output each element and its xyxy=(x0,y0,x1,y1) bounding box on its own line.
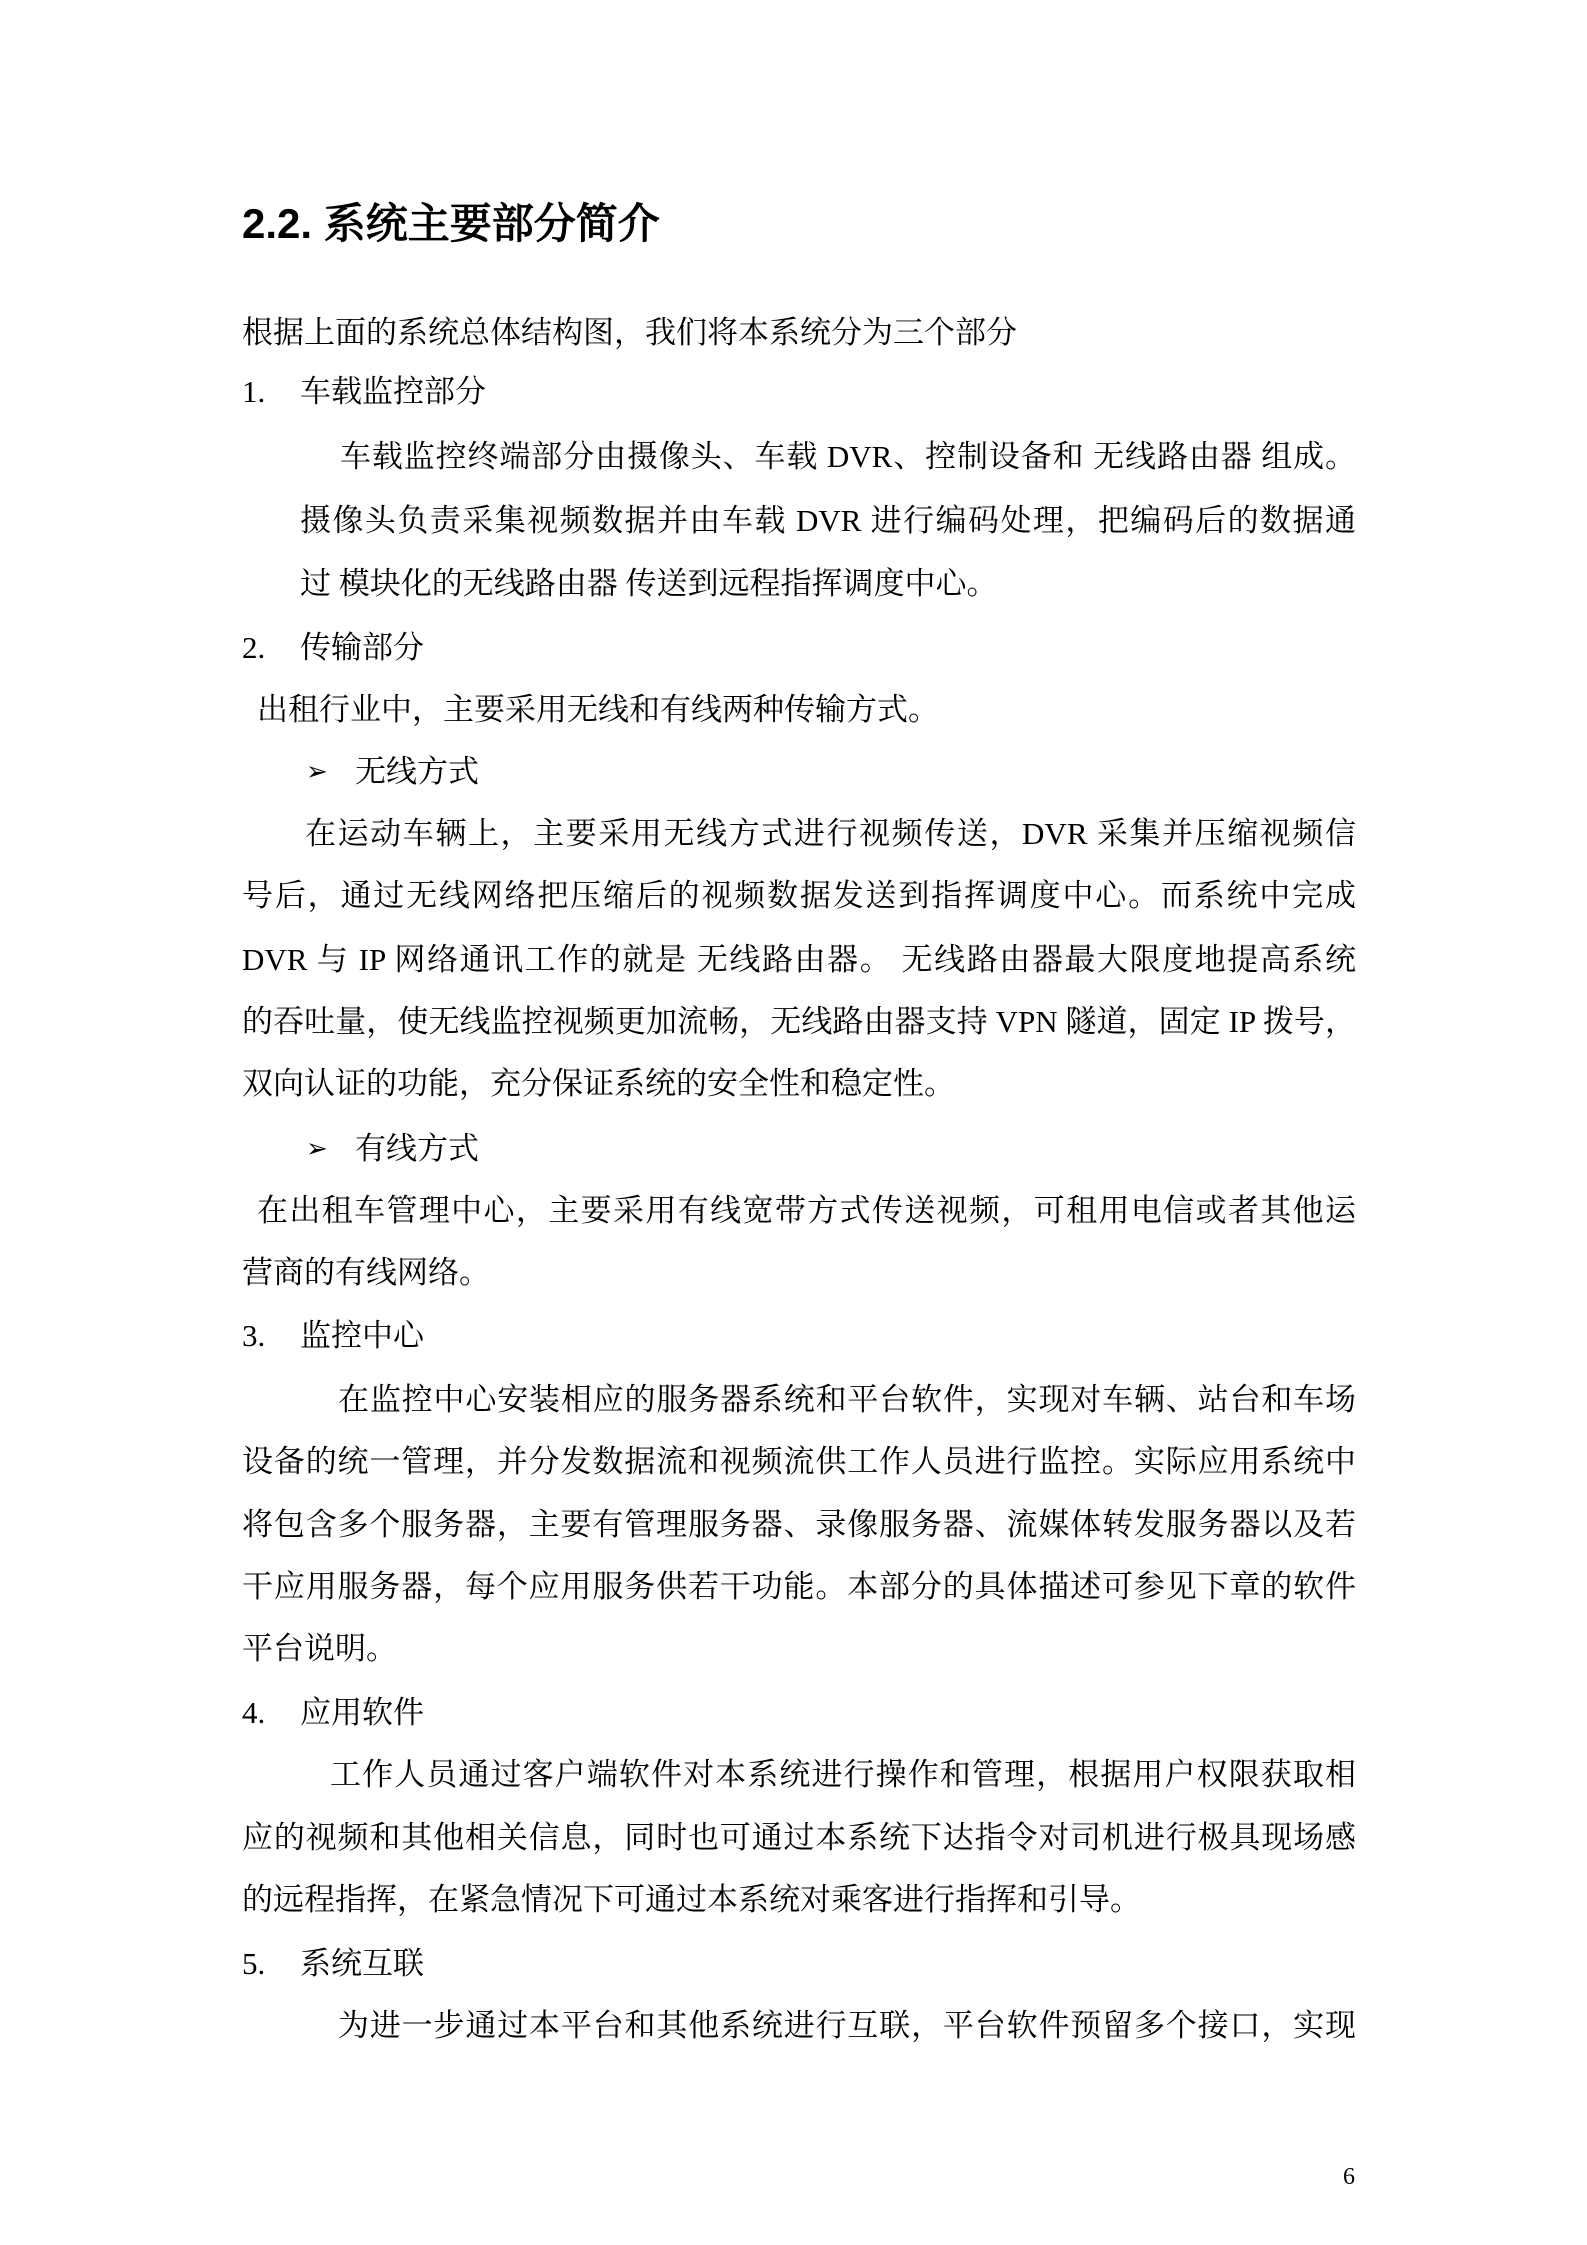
section-4-heading: 应用软件 xyxy=(300,1695,424,1730)
paragraph-line: 为进一步通过本平台和其他系统进行互联，平台软件预留多个接口，实现 xyxy=(338,2008,1356,2043)
section-5-number: 5. xyxy=(242,1946,266,1981)
paragraph-line: 营商的有线网络。 xyxy=(242,1255,490,1290)
section-3-heading: 监控中心 xyxy=(300,1318,424,1353)
section-3-number: 3. xyxy=(242,1318,266,1353)
section-4-number: 4. xyxy=(242,1695,266,1730)
intro-text: 根据上面的系统总体结构图，我们将本系统分为三个部分 xyxy=(242,315,1017,350)
bullet-heading-wired: 有线方式 xyxy=(355,1131,479,1166)
section-2-heading: 传输部分 xyxy=(300,630,424,665)
paragraph-line: 出租行业中，主要采用无线和有线两种传输方式。 xyxy=(257,692,939,727)
paragraph-line: 摄像头负责采集视频数据并由车载 DVR 进行编码处理，把编码后的数据通 xyxy=(300,503,1356,538)
paragraph-line: 设备的统一管理，并分发数据流和视频流供工作人员进行监控。实际应用系统中 xyxy=(242,1444,1356,1479)
paragraph-line: 在监控中心安装相应的服务器系统和平台软件，实现对车辆、站台和车场 xyxy=(338,1382,1356,1417)
paragraph-line: 的吞吐量，使无线监控视频更加流畅，无线路由器支持 VPN 隧道，固定 IP 拨号， xyxy=(242,1004,1356,1039)
paragraph-line: 号后，通过无线网络把压缩后的视频数据发送到指挥调度中心。而系统中完成 xyxy=(242,878,1356,913)
section-1-number: 1. xyxy=(242,374,266,409)
paragraph-line: 应的视频和其他相关信息，同时也可通过本系统下达指令对司机进行极具现场感 xyxy=(242,1820,1356,1855)
arrow-bullet-icon: ➢ xyxy=(306,1134,328,1163)
paragraph-line: 将包含多个服务器，主要有管理服务器、录像服务器、流媒体转发服务器以及若 xyxy=(242,1507,1356,1542)
arrow-bullet-icon: ➢ xyxy=(306,757,328,786)
paragraph-line: 双向认证的功能，充分保证系统的安全性和稳定性。 xyxy=(242,1066,955,1101)
paragraph-line: DVR 与 IP 网络通讯工作的就是 无线路由器。 无线路由器最大限度地提高系统 xyxy=(242,942,1356,977)
paragraph-line: 过 模块化的无线路由器 传送到远程指挥调度中心。 xyxy=(300,566,998,601)
section-1-heading: 车载监控部分 xyxy=(300,374,486,409)
section-2-number: 2. xyxy=(242,630,266,665)
paragraph-line: 工作人员通过客户端软件对本系统进行操作和管理，根据用户权限获取相 xyxy=(330,1757,1356,1792)
paragraph-line: 车载监控终端部分由摄像头、车载 DVR、控制设备和 无线路由器 组成。 xyxy=(340,439,1356,474)
paragraph-line: 干应用服务器，每个应用服务供若干功能。本部分的具体描述可参见下章的软件 xyxy=(242,1569,1356,1604)
paragraph-line: 在运动车辆上，主要采用无线方式进行视频传送，DVR 采集并压缩视频信 xyxy=(305,816,1356,851)
section-5-heading: 系统互联 xyxy=(300,1946,424,1981)
paragraph-line: 在出租车管理中心，主要采用有线宽带方式传送视频，可租用电信或者其他运 xyxy=(257,1193,1356,1228)
section-title: 2.2. 系统主要部分简介 xyxy=(242,200,660,247)
bullet-heading-wireless: 无线方式 xyxy=(355,754,479,789)
paragraph-line: 的远程指挥，在紧急情况下可通过本系统对乘客进行指挥和引导。 xyxy=(242,1882,1141,1917)
page-number: 6 xyxy=(1343,2164,1355,2190)
paragraph-line: 平台说明。 xyxy=(242,1631,397,1666)
